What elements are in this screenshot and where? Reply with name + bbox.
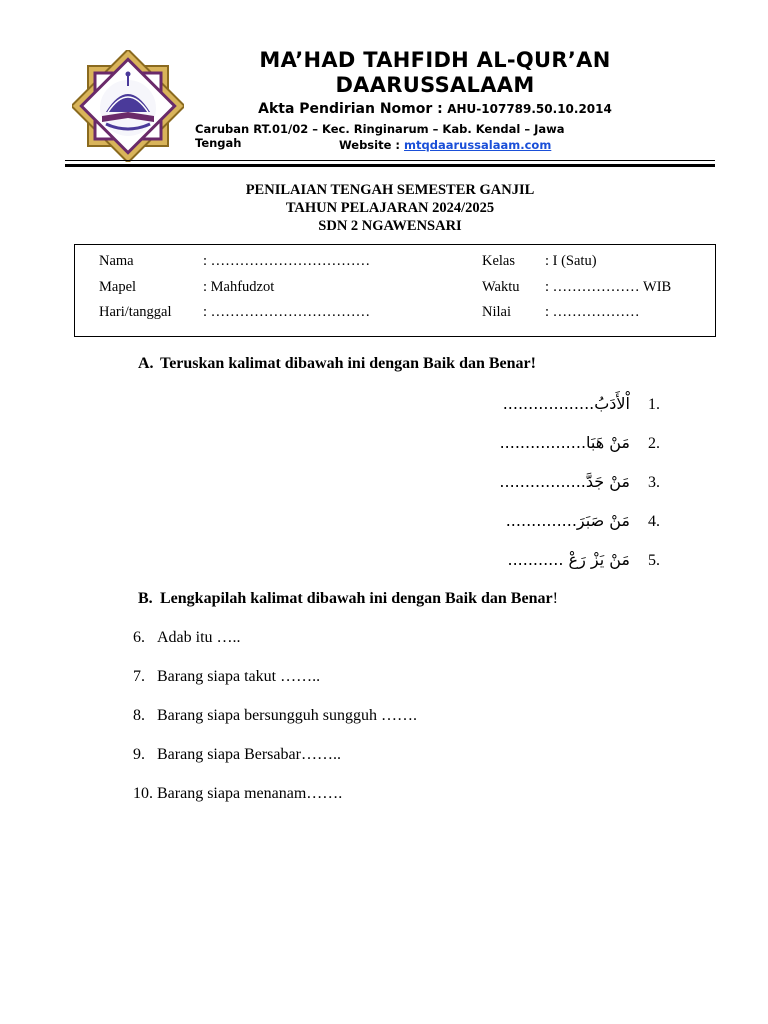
section-b-title: Lengkapilah kalimat dibawah ini dengan Baik dan Benar bbox=[160, 590, 553, 607]
question-text: مَنْ جَدَّ................. bbox=[499, 472, 630, 491]
question-item[interactable] bbox=[133, 746, 341, 764]
question-item[interactable] bbox=[360, 394, 660, 414]
question-text: مَنْ هَبَا................. bbox=[499, 433, 630, 452]
question-item[interactable] bbox=[360, 472, 660, 492]
nilai-field[interactable]: : ……………… bbox=[545, 304, 640, 320]
question-number: 9. bbox=[133, 746, 145, 763]
exam-title-line-3: SDN 2 NGAWENSARI bbox=[318, 218, 462, 234]
mapel-value: : Mahfudzot bbox=[203, 279, 275, 295]
question-item[interactable] bbox=[133, 707, 417, 725]
exam-title-line-2: TAHUN PELAJARAN 2024/2025 bbox=[285, 200, 495, 216]
section-a-heading bbox=[138, 355, 536, 373]
organization-address: Caruban RT.01/02 – Kec. Ringinarum – Kab. Kendal – Jawa Tengah bbox=[195, 122, 565, 150]
exam-title bbox=[100, 181, 680, 235]
student-info-box bbox=[74, 244, 716, 337]
nama-field[interactable]: : …………………………… bbox=[203, 253, 371, 269]
mapel-label: Mapel bbox=[99, 279, 137, 295]
logo-emblem-icon bbox=[72, 50, 184, 162]
nama-label: Nama bbox=[99, 253, 134, 269]
section-b-heading bbox=[138, 590, 558, 608]
question-item[interactable] bbox=[360, 550, 660, 570]
section-b-title-end: ! bbox=[552, 590, 558, 607]
website-label: Website : bbox=[339, 138, 400, 152]
question-number: .4 bbox=[648, 513, 660, 530]
info-row-nama bbox=[75, 253, 715, 273]
question-item[interactable] bbox=[133, 629, 241, 647]
section-b-letter: B. bbox=[138, 590, 153, 607]
website-link[interactable]: mtqdaarussalaam.com bbox=[404, 138, 552, 152]
info-row-mapel bbox=[75, 279, 715, 299]
question-text: مَنْ يَزْ رَعْ ........... bbox=[507, 550, 630, 569]
nilai-label: Nilai bbox=[482, 304, 511, 320]
section-a-title: Teruskan kalimat dibawah ini dengan Baik dan Benar! bbox=[160, 355, 536, 372]
question-text: Barang siapa takut …….. bbox=[157, 668, 321, 685]
header-divider-thin bbox=[65, 160, 715, 161]
question-item[interactable] bbox=[360, 433, 660, 453]
info-row-hari bbox=[75, 304, 715, 324]
question-number: 6. bbox=[133, 629, 145, 646]
organization-name: MA’HAD TAHFIDH AL-QUR’AN DAARUSSALAAM bbox=[259, 48, 611, 97]
question-number: 8. bbox=[133, 707, 145, 724]
kelas-label: Kelas bbox=[482, 253, 516, 269]
question-item[interactable] bbox=[360, 511, 660, 531]
akta-label: Akta Pendirian Nomor : bbox=[258, 101, 443, 117]
question-number: 7. bbox=[133, 668, 145, 685]
website-line bbox=[339, 138, 551, 152]
question-number: 10. bbox=[133, 785, 153, 802]
question-text: Barang siapa menanam……. bbox=[157, 785, 343, 802]
waktu-label: Waktu bbox=[482, 279, 520, 295]
question-number: .2 bbox=[648, 435, 660, 452]
akta-line bbox=[200, 101, 670, 117]
question-text: Barang siapa bersungguh sungguh ……. bbox=[157, 707, 417, 724]
waktu-field[interactable]: : ……………… WIB bbox=[545, 279, 672, 295]
question-text: Barang siapa Bersabar…….. bbox=[157, 746, 341, 763]
question-number: .5 bbox=[648, 552, 660, 569]
akta-number: AHU-107789.50.10.2014 bbox=[447, 102, 612, 116]
organization-logo bbox=[72, 50, 184, 162]
hari-label: Hari/tanggal bbox=[99, 304, 172, 320]
question-text: Adab itu ….. bbox=[157, 629, 241, 646]
question-number: .3 bbox=[648, 474, 660, 491]
header-divider-thick bbox=[65, 164, 715, 167]
kelas-value: : I (Satu) bbox=[545, 253, 597, 269]
section-a-letter: A. bbox=[138, 355, 154, 372]
hari-field[interactable]: : …………………………… bbox=[203, 304, 371, 320]
exam-title-line-1: PENILAIAN TENGAH SEMESTER GANJIL bbox=[245, 182, 535, 198]
question-item[interactable] bbox=[133, 668, 320, 686]
question-text: اْلأَدَبُ.................. bbox=[502, 394, 630, 413]
question-number: .1 bbox=[648, 396, 660, 413]
question-item[interactable] bbox=[133, 785, 342, 803]
question-text: مَنْ صَبَرَ.............. bbox=[505, 511, 630, 530]
